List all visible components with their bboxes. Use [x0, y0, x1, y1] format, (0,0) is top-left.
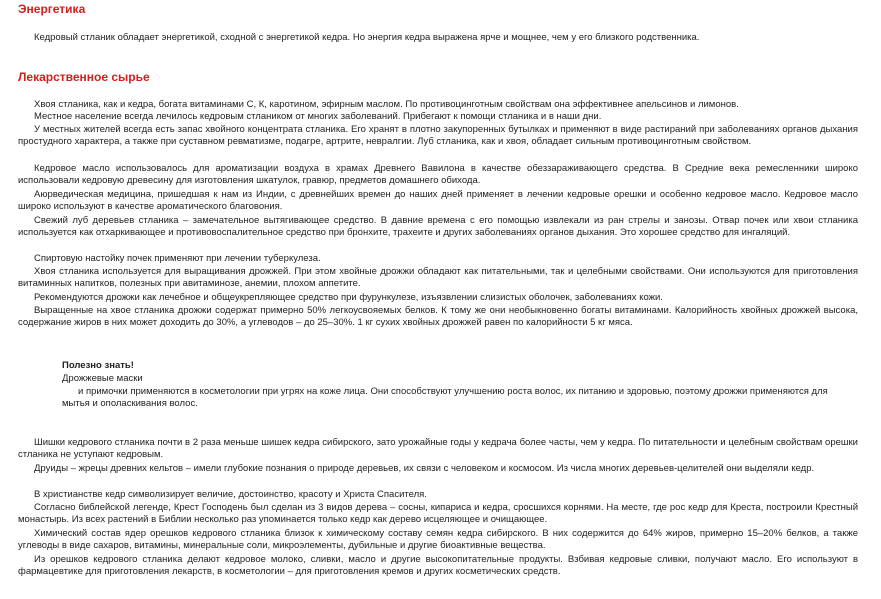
- medicinal-paragraph: Хвоя стланика используется для выращивания дрожжей. При этом хвойные дрожжи обладают как питательными, так и целебными свойствами. Они используются для приготовления витаминных напитков, полезных при авитаминозе, анемии, плохом аппетите.: [18, 266, 858, 290]
- medicinal-paragraph: Хвоя стланика, как и кедра, богата витаминами С, К, каротином, эфирным маслом. По противоцинготным свойствам она эффективнее апельсинов и лимонов.: [34, 99, 739, 110]
- note-text: и примочки применяются в косметологии при угрях на коже лица. Они способствуют улучшению роста волос, их питанию и здоровью, поэтому дрожжи применяются для мытья и ополаскивания волос.: [62, 386, 828, 410]
- section-title-energy: Энергетика: [18, 2, 86, 16]
- medicinal-paragraph: Аюрведическая медицина, пришедшая к нам из Индии, с древнейших времен до наших дней применяет в лечении кедровые орешки и особенно кедровое масло. Кедровое масло широко используют в качестве ароматического благовония.: [18, 189, 858, 213]
- medicinal-paragraph: Рекомендуются дрожжи как лечебное и общеукрепляющее средство при фурункулезе, изъязвлении слизистых оболочек, заболеваниях кожи.: [34, 292, 663, 303]
- cones-paragraph: В христианстве кедр символизирует величие, достоинство, красоту и Христа Спасителя.: [34, 489, 427, 500]
- note-title: Полезно знать!: [62, 360, 134, 371]
- section-title-medicinal: Лекарственное сырье: [18, 70, 150, 84]
- medicinal-paragraph: Выращенные на хвое стланика дрожжи содержат примерно 50% легкоусвояемых белков. К тому же они необыкновенно богаты витаминами. Калорийность хвойных дрожжей высока, содержание жиров в них может доходить до 30%, а углеводов – до 25–30%. 1 кг сухих хвойных дрожжей равен по калорийности 5 кг мяса.: [18, 305, 858, 329]
- cones-paragraph: Согласно библейской легенде, Крест Господень был сделан из 3 видов дерева – сосны, кипариса и кедра, сросшихся корнями. На месте, где рос кедр для Креста, построили Крестный монастырь. Из всех растений в Библии несколько раз упоминается только кедр как дерево исцеляющее и очищающее.: [18, 502, 858, 526]
- medicinal-paragraph: Спиртовую настойку почек применяют при лечении туберкулеза.: [34, 253, 321, 264]
- medicinal-paragraph: Кедровое масло использовалось для ароматизации воздуха в храмах Древнего Вавилона в качестве обеззараживающего средства. В Средние века ремесленники широко использовали кедровую древесину для изготовления шкатулок, гравюр, предметов домашнего обихода.: [18, 163, 858, 187]
- energy-paragraph: Кедровый стланик обладает энергетикой, сходной с энергетикой кедра. Но энергия кедра выражена ярче и мощнее, чем у его близкого родственника.: [34, 32, 700, 43]
- cones-paragraph: Из орешков кедрового стланика делают кедровое молоко, сливки, масло и другие высокопитательные продукты. Взбивая кедровые сливки, получают масло. Его используют в фармацевтике для приготовления лекарств, в косметологии – для приготовления кремов и других косметических средств.: [18, 554, 858, 578]
- medicinal-paragraph: У местных жителей всегда есть запас хвойного концентрата стланика. Его хранят в плотно закупоренных бутылках и применяют в виде растираний при заболеваниях органов дыхания простудного характера, а также при суставном ревматизме, подагре, артрите, невралгии. Луб стланика, как и хвоя, обладает сильным противоцинготным свойством.: [18, 124, 858, 148]
- cones-paragraph: Шишки кедрового стланика почти в 2 раза меньше шишек кедра сибирского, зато урожайные годы у кедрача более часты, чем у кедра. По питательности и целебным свойствам орешки стланика не уступают кедровым.: [18, 437, 858, 461]
- note-line: Дрожжевые маски: [62, 373, 143, 384]
- medicinal-paragraph: Свежий луб деревьев стланика – замечательное вытягивающее средство. В давние времена с его помощью извлекали из ран стрелы и занозы. Отвар почек или хвои стланика используется как отхаркивающее и противовоспалительное средство при бронхите, трахеите и других заболеваниях органов дыхания. Это хорошее средство для ингаляций.: [18, 215, 858, 239]
- cones-paragraph: Друиды – жрецы древних кельтов – имели глубокие познания о природе деревьев, их связи с человеком и космосом. Из числа многих деревьев-целителей они выделяли кедр.: [34, 463, 815, 474]
- cones-paragraph: Химический состав ядер орешков кедрового стланика близок к химическому составу семян кедра сибирского. В них содержится до 64% жиров, примерно 15–20% белков, а также углеводы в виде сахаров, витамины, минеральные соли, микроэлементы, дубильные и другие биоактивные вещества.: [18, 528, 858, 552]
- medicinal-paragraph: Местное население всегда лечилось кедровым стлаником от многих заболеваний. Прибегают к помощи стланика и в наши дни.: [34, 111, 602, 122]
